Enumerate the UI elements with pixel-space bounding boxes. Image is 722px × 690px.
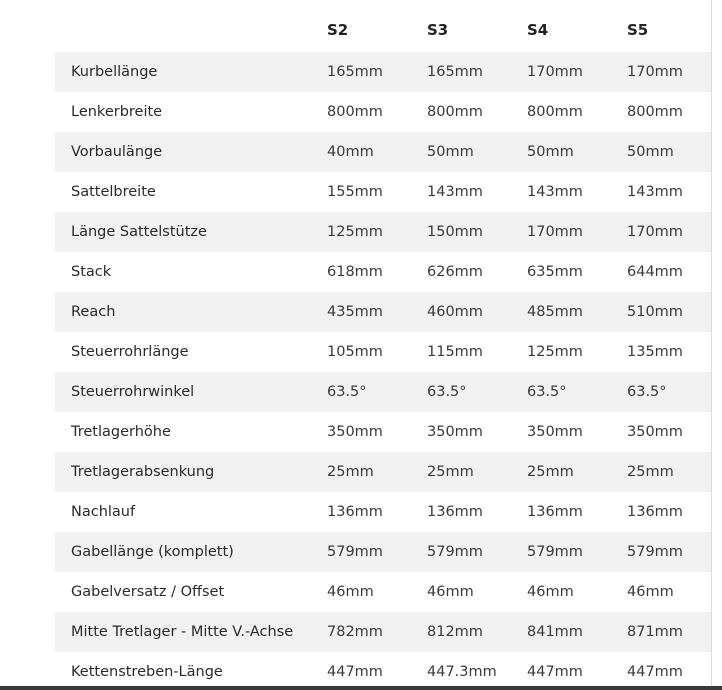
table-header-row bbox=[55, 8, 711, 52]
row-label: Steuerrohrlänge bbox=[55, 332, 327, 372]
row-label: Lenkerbreite bbox=[55, 92, 327, 132]
table-cell: 165mm bbox=[327, 52, 427, 92]
table-cell: 136mm bbox=[327, 492, 427, 532]
table-row bbox=[55, 412, 711, 452]
table-cell: 626mm bbox=[427, 252, 527, 292]
row-label: Gabellänge (komplett) bbox=[55, 532, 327, 572]
table-cell: 841mm bbox=[527, 612, 627, 652]
table-cell: 800mm bbox=[427, 92, 527, 132]
table-row bbox=[55, 492, 711, 532]
table-cell: 170mm bbox=[527, 52, 627, 92]
table-cell: 136mm bbox=[427, 492, 527, 532]
column-header: S4 bbox=[527, 8, 627, 52]
column-header: S5 bbox=[627, 8, 711, 52]
right-divider bbox=[711, 0, 712, 686]
table-cell: 800mm bbox=[527, 92, 627, 132]
table-cell: 618mm bbox=[327, 252, 427, 292]
table-row bbox=[55, 292, 711, 332]
table-row bbox=[55, 212, 711, 252]
table-cell: 46mm bbox=[327, 572, 427, 612]
table-cell: 50mm bbox=[627, 132, 711, 172]
table-cell: 25mm bbox=[527, 452, 627, 492]
table-cell: 812mm bbox=[427, 612, 527, 652]
table-cell: 435mm bbox=[327, 292, 427, 332]
table-cell: 46mm bbox=[427, 572, 527, 612]
table-cell: 50mm bbox=[427, 132, 527, 172]
table-cell: 46mm bbox=[527, 572, 627, 612]
table-cell: 579mm bbox=[427, 532, 527, 572]
table-cell: 350mm bbox=[327, 412, 427, 452]
table-cell: 871mm bbox=[627, 612, 711, 652]
row-label: Kettenstreben-Länge bbox=[55, 652, 327, 690]
table-row bbox=[55, 92, 711, 132]
table-row bbox=[55, 572, 711, 612]
row-label: Steuerrohrwinkel bbox=[55, 372, 327, 412]
row-label: Länge Sattelstütze bbox=[55, 212, 327, 252]
row-label: Reach bbox=[55, 292, 327, 332]
table-row bbox=[55, 652, 711, 690]
table-cell: 485mm bbox=[527, 292, 627, 332]
row-label: Tretlagerhöhe bbox=[55, 412, 327, 452]
row-label: Vorbaulänge bbox=[55, 132, 327, 172]
table-cell: 125mm bbox=[527, 332, 627, 372]
table-cell: 644mm bbox=[627, 252, 711, 292]
table-cell: 579mm bbox=[327, 532, 427, 572]
table-cell: 25mm bbox=[627, 452, 711, 492]
row-label: Tretlagerabsenkung bbox=[55, 452, 327, 492]
table-cell: 155mm bbox=[327, 172, 427, 212]
table-cell: 46mm bbox=[627, 572, 711, 612]
table-cell: 40mm bbox=[327, 132, 427, 172]
table-cell: 635mm bbox=[527, 252, 627, 292]
table-cell: 447.3mm bbox=[427, 652, 527, 690]
table-row bbox=[55, 172, 711, 212]
table-cell: 105mm bbox=[327, 332, 427, 372]
table-cell: 350mm bbox=[527, 412, 627, 452]
table-cell: 350mm bbox=[627, 412, 711, 452]
table-row bbox=[55, 52, 711, 92]
table-cell: 447mm bbox=[327, 652, 427, 690]
table-row bbox=[55, 452, 711, 492]
column-header: S3 bbox=[427, 8, 527, 52]
row-label: Nachlauf bbox=[55, 492, 327, 532]
table-cell: 350mm bbox=[427, 412, 527, 452]
table-row bbox=[55, 612, 711, 652]
row-label: Mitte Tretlager - Mitte V.-Achse bbox=[55, 612, 327, 652]
table-row bbox=[55, 132, 711, 172]
table-row bbox=[55, 532, 711, 572]
table-cell: 579mm bbox=[527, 532, 627, 572]
table-cell: 782mm bbox=[327, 612, 427, 652]
row-label: Gabelversatz / Offset bbox=[55, 572, 327, 612]
table-cell: 25mm bbox=[327, 452, 427, 492]
table-cell: 460mm bbox=[427, 292, 527, 332]
table-cell: 800mm bbox=[627, 92, 711, 132]
table-cell: 50mm bbox=[527, 132, 627, 172]
row-label: Kurbellänge bbox=[55, 52, 327, 92]
table-cell: 579mm bbox=[627, 532, 711, 572]
table-cell: 170mm bbox=[627, 212, 711, 252]
table-row bbox=[55, 332, 711, 372]
table-cell: 143mm bbox=[427, 172, 527, 212]
table-cell: 170mm bbox=[527, 212, 627, 252]
table-cell: 510mm bbox=[627, 292, 711, 332]
table-cell: 170mm bbox=[627, 52, 711, 92]
geometry-table bbox=[55, 8, 711, 690]
table-cell: 25mm bbox=[427, 452, 527, 492]
row-label: Stack bbox=[55, 252, 327, 292]
header-label-cell bbox=[55, 8, 327, 52]
table-cell: 447mm bbox=[627, 652, 711, 690]
table-cell: 447mm bbox=[527, 652, 627, 690]
table-cell: 165mm bbox=[427, 52, 527, 92]
table-cell: 800mm bbox=[327, 92, 427, 132]
table-row bbox=[55, 372, 711, 412]
table-cell: 136mm bbox=[627, 492, 711, 532]
table-cell: 135mm bbox=[627, 332, 711, 372]
row-label: Sattelbreite bbox=[55, 172, 327, 212]
table-cell: 115mm bbox=[427, 332, 527, 372]
column-header: S2 bbox=[327, 8, 427, 52]
table-cell: 125mm bbox=[327, 212, 427, 252]
table-cell: 63.5° bbox=[627, 372, 711, 412]
table-cell: 143mm bbox=[527, 172, 627, 212]
table-cell: 63.5° bbox=[427, 372, 527, 412]
table-cell: 63.5° bbox=[327, 372, 427, 412]
table-cell: 136mm bbox=[527, 492, 627, 532]
table-cell: 63.5° bbox=[527, 372, 627, 412]
table-cell: 143mm bbox=[627, 172, 711, 212]
table-row bbox=[55, 252, 711, 292]
bottom-scrollbar[interactable] bbox=[0, 686, 722, 690]
table-cell: 150mm bbox=[427, 212, 527, 252]
